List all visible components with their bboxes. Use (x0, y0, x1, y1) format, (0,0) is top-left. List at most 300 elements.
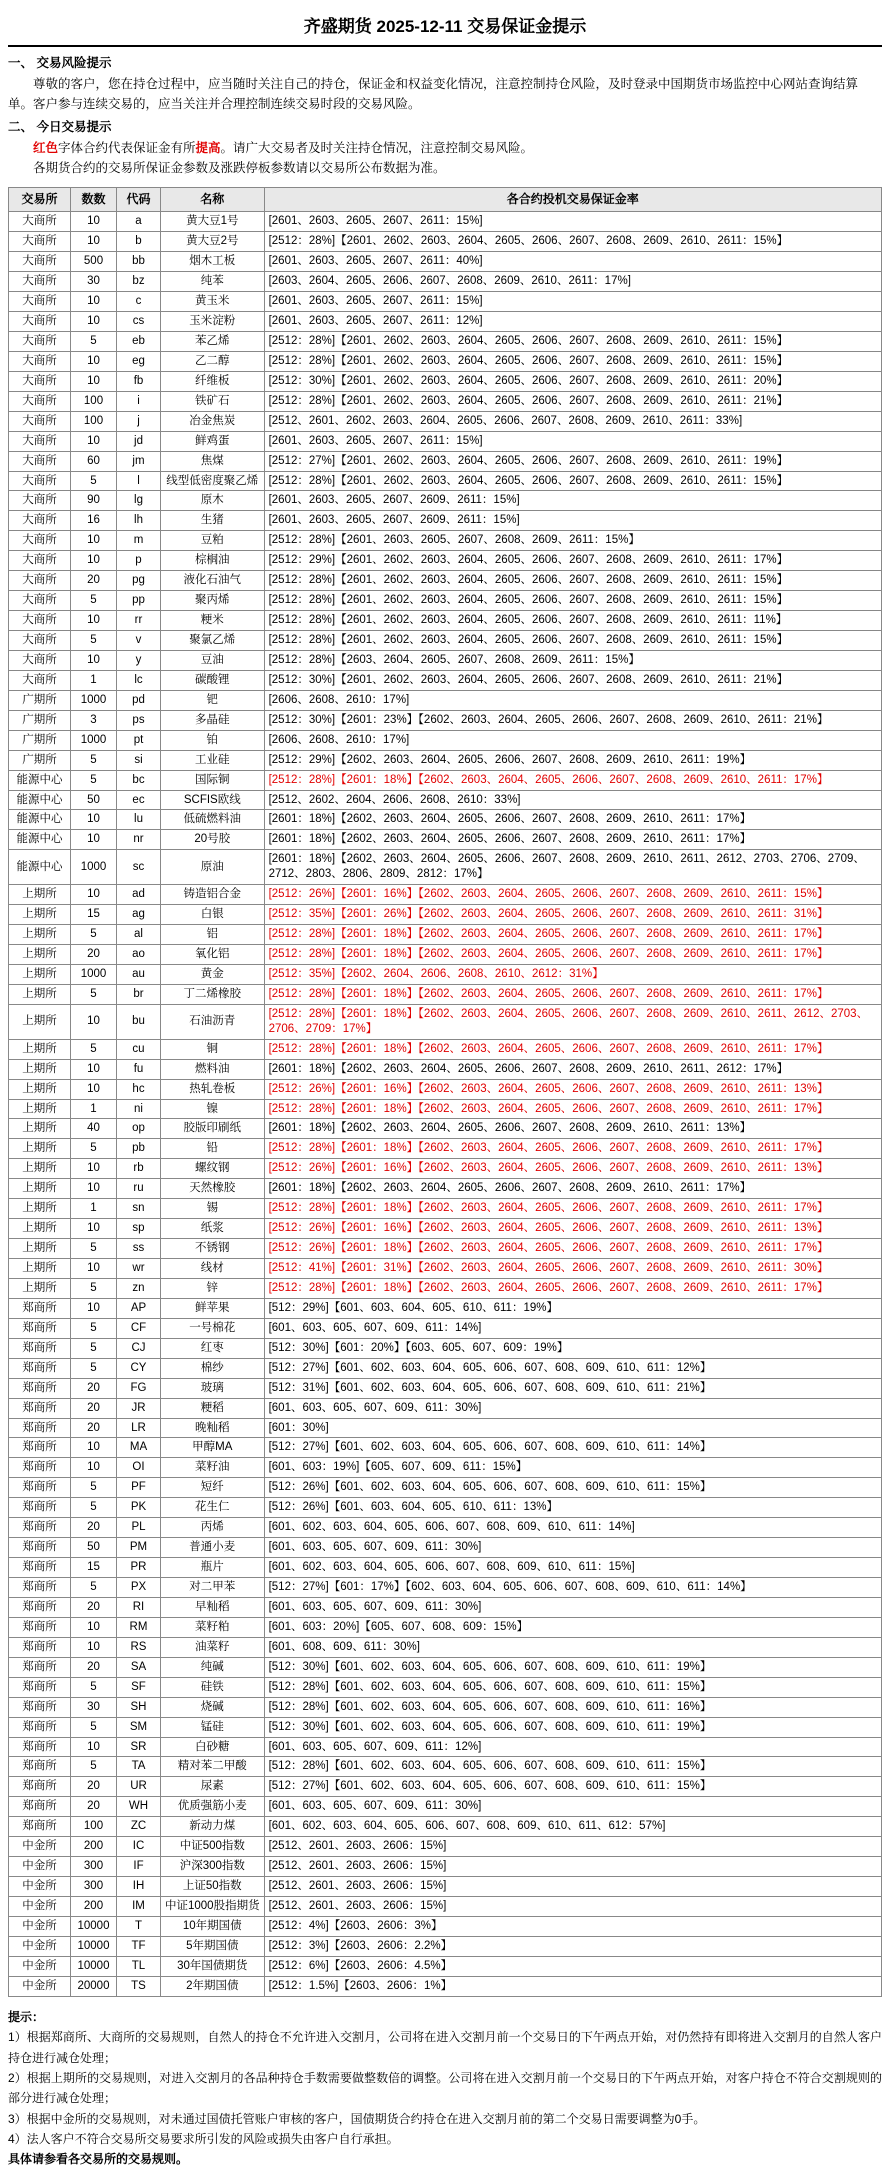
cell-code: AP (117, 1298, 161, 1318)
cell-rate: [2512：28%]【2601：18%】【2602、2603、2604、2605、2606、2607、2608、2609、2610、2611：17%】 (264, 1139, 881, 1159)
cell-code: lh (117, 511, 161, 531)
table-row (9, 810, 882, 830)
cell-code: FG (117, 1378, 161, 1398)
cell-name: 粳米 (161, 611, 265, 631)
cell-exchange: 大商所 (9, 331, 71, 351)
cell-rate: [2512：28%]【2601、2602、2603、2604、2605、2606、2607、2608、2609、2610、2611：15%】 (264, 471, 881, 491)
cell-quantity: 30 (71, 1697, 117, 1717)
cell-quantity: 20 (71, 1518, 117, 1538)
cell-exchange: 郑商所 (9, 1458, 71, 1478)
cell-rate: [2512：26%]【2601：16%】【2602、2603、2604、2605、2606、2607、2608、2609、2610、2611：13%】 (264, 1079, 881, 1099)
cell-exchange: 大商所 (9, 551, 71, 571)
cell-quantity: 10 (71, 830, 117, 850)
table-row (9, 1757, 882, 1777)
cell-quantity: 100 (71, 411, 117, 431)
cell-rate: [2512：30%]【2601、2602、2603、2604、2605、2606、2607、2608、2609、2610、2611：20%】 (264, 371, 881, 391)
table-row (9, 1259, 882, 1279)
cell-code: ad (117, 885, 161, 905)
cell-name: 豆油 (161, 650, 265, 670)
cell-name: 石油沥青 (161, 1004, 265, 1039)
cell-exchange: 大商所 (9, 252, 71, 272)
cell-exchange: 上期所 (9, 1004, 71, 1039)
cell-rate: [2512：28%]【2601：18%】【2602、2603、2604、2605、2606、2607、2608、2609、2610、2611：17%】 (264, 770, 881, 790)
cell-quantity: 10 (71, 531, 117, 551)
cell-name: 5年期国债 (161, 1936, 265, 1956)
cell-exchange: 上期所 (9, 964, 71, 984)
cell-quantity: 1000 (71, 730, 117, 750)
col-name: 名称 (161, 187, 265, 212)
table-row (9, 631, 882, 651)
cell-code: cs (117, 312, 161, 332)
cell-name: 纤维板 (161, 371, 265, 391)
footer-item: 3）根据中金所的交易规则，对未通过国债托管账户审核的客户，国债期货合约持仓在进入交割月前的第二个交易日需要调整为0手。 (8, 2111, 706, 2126)
cell-name: 焦煤 (161, 451, 265, 471)
cell-quantity: 200 (71, 1897, 117, 1917)
cell-rate: [2512：29%]【2602、2603、2604、2605、2606、2607、2608、2609、2610、2611：19%】 (264, 750, 881, 770)
table-row (9, 1239, 882, 1259)
cell-exchange: 大商所 (9, 611, 71, 631)
cell-name: 鲜鸡蛋 (161, 431, 265, 451)
cell-exchange: 郑商所 (9, 1538, 71, 1558)
cell-exchange: 上期所 (9, 1039, 71, 1059)
cell-rate: [2512：35%]【2602、2604、2606、2608、2610、2612：31%】 (264, 964, 881, 984)
cell-name: 甲醇MA (161, 1438, 265, 1458)
table-row (9, 1099, 882, 1119)
cell-code: ao (117, 945, 161, 965)
cell-quantity: 1 (71, 1199, 117, 1219)
table-row (9, 1538, 882, 1558)
cell-rate: [2512：28%]【2601：18%】【2602、2603、2604、2605、2606、2607、2608、2609、2610、2611：17%】 (264, 1278, 881, 1298)
table-row (9, 1897, 882, 1917)
cell-code: PM (117, 1538, 161, 1558)
cell-exchange: 郑商所 (9, 1777, 71, 1797)
cell-quantity: 10 (71, 371, 117, 391)
cell-code: OI (117, 1458, 161, 1478)
cell-quantity: 10 (71, 1059, 117, 1079)
cell-rate: [2512：26%]【2601：16%】【2602、2603、2604、2605、2606、2607、2608、2609、2610、2611：13%】 (264, 1219, 881, 1239)
notice-section-1: 一、 交易风险提示 (8, 56, 112, 70)
cell-code: ss (117, 1239, 161, 1259)
cell-quantity: 90 (71, 491, 117, 511)
cell-code: ZC (117, 1817, 161, 1837)
cell-exchange: 郑商所 (9, 1717, 71, 1737)
table-row (9, 750, 882, 770)
cell-rate: [2601：18%]【2602、2603、2604、2605、2606、2607、2608、2609、2610、2611、2612：17%】 (264, 1059, 881, 1079)
table-row (9, 1358, 882, 1378)
cell-name: 液化石油气 (161, 571, 265, 591)
col-code: 代码 (117, 187, 161, 212)
cell-rate: [2512：26%]【2601：16%】【2602、2603、2604、2605、2606、2607、2608、2609、2610、2611：13%】 (264, 1159, 881, 1179)
cell-quantity: 10 (71, 431, 117, 451)
cell-name: 铁矿石 (161, 391, 265, 411)
cell-rate: [512：27%]【601、602、603、604、605、606、607、608、609、610、611：15%】 (264, 1777, 881, 1797)
cell-exchange: 中金所 (9, 1956, 71, 1976)
cell-quantity: 10 (71, 351, 117, 371)
table-row (9, 984, 882, 1004)
cell-exchange: 大商所 (9, 292, 71, 312)
cell-exchange: 中金所 (9, 1877, 71, 1897)
cell-code: y (117, 650, 161, 670)
cell-name: 黄大豆1号 (161, 212, 265, 232)
cell-quantity: 1000 (71, 690, 117, 710)
cell-code: RS (117, 1637, 161, 1657)
table-row (9, 1578, 882, 1598)
cell-name: SCFIS欧线 (161, 790, 265, 810)
cell-exchange: 大商所 (9, 232, 71, 252)
table-row (9, 431, 882, 451)
cell-rate: [2512：28%]【2601、2602、2603、2604、2605、2606、2607、2608、2609、2610、2611：15%】 (264, 232, 881, 252)
cell-code: TA (117, 1757, 161, 1777)
cell-code: bb (117, 252, 161, 272)
cell-exchange: 上期所 (9, 1159, 71, 1179)
cell-exchange: 上期所 (9, 1059, 71, 1079)
table-row (9, 411, 882, 431)
cell-code: MA (117, 1438, 161, 1458)
table-row (9, 1817, 882, 1837)
cell-exchange: 大商所 (9, 670, 71, 690)
cell-exchange: 大商所 (9, 511, 71, 531)
cell-rate: [2601、2603、2605、2607、2611：15%] (264, 431, 881, 451)
notice-block (8, 53, 882, 179)
cell-code: pd (117, 690, 161, 710)
table-row (9, 1278, 882, 1298)
cell-name: 锡 (161, 1199, 265, 1219)
cell-rate: [601、603、605、607、609、611：30%] (264, 1797, 881, 1817)
cell-name: 花生仁 (161, 1498, 265, 1518)
cell-name: 乙二醇 (161, 351, 265, 371)
cell-rate: [2512：35%]【2601：26%】【2602、2603、2604、2605、2606、2607、2608、2609、2610、2611：31%】 (264, 905, 881, 925)
cell-quantity: 5 (71, 1318, 117, 1338)
cell-code: nr (117, 830, 161, 850)
cell-code: lu (117, 810, 161, 830)
cell-name: 硅铁 (161, 1677, 265, 1697)
notice-red-label: 红色 (33, 140, 59, 155)
cell-name: 白银 (161, 905, 265, 925)
cell-name: 菜籽油 (161, 1458, 265, 1478)
cell-quantity: 5 (71, 1578, 117, 1598)
table-row (9, 391, 882, 411)
cell-rate: [2601、2603、2605、2607、2611：15%] (264, 212, 881, 232)
cell-name: 线型低密度聚乙烯 (161, 471, 265, 491)
table-row (9, 830, 882, 850)
cell-code: pp (117, 591, 161, 611)
cell-quantity: 5 (71, 1139, 117, 1159)
cell-code: WH (117, 1797, 161, 1817)
cell-rate: [2512：28%]【2601：18%】【2602、2603、2604、2605、2606、2607、2608、2609、2610、2611：17%】 (264, 1099, 881, 1119)
cell-exchange: 大商所 (9, 371, 71, 391)
cell-code: IC (117, 1837, 161, 1857)
cell-name: 白砂糖 (161, 1737, 265, 1757)
cell-rate: [2512、2602、2604、2606、2608、2610：33%] (264, 790, 881, 810)
cell-code: rr (117, 611, 161, 631)
cell-rate: [2601：18%]【2602、2603、2604、2605、2606、2607、2608、2609、2610、2611：17%】 (264, 810, 881, 830)
notice-para2-mid: 字体合约代表保证金有所 (58, 140, 196, 155)
cell-rate: [601、603、605、607、609、611：30%] (264, 1597, 881, 1617)
table-row (9, 1637, 882, 1657)
cell-exchange: 上期所 (9, 945, 71, 965)
cell-exchange: 上期所 (9, 905, 71, 925)
cell-rate: [2512：28%]【2601、2602、2603、2604、2605、2606、2607、2608、2609、2610、2611：21%】 (264, 391, 881, 411)
cell-name: 沪深300指数 (161, 1857, 265, 1877)
cell-rate: [601、602、603、604、605、606、607、608、609、610、611、612：57%] (264, 1817, 881, 1837)
cell-quantity: 1000 (71, 964, 117, 984)
cell-quantity: 100 (71, 1817, 117, 1837)
cell-quantity: 3 (71, 710, 117, 730)
cell-exchange: 能源中心 (9, 850, 71, 885)
table-row (9, 690, 882, 710)
table-row (9, 351, 882, 371)
col-rate: 各合约投机交易保证金率 (264, 187, 881, 212)
table-row (9, 371, 882, 391)
cell-quantity: 500 (71, 252, 117, 272)
table-row (9, 925, 882, 945)
cell-quantity: 20 (71, 1418, 117, 1438)
cell-name: 丁二烯橡胶 (161, 984, 265, 1004)
cell-name: 10年期国债 (161, 1916, 265, 1936)
cell-quantity: 50 (71, 790, 117, 810)
cell-name: 碳酸锂 (161, 670, 265, 690)
cell-code: ec (117, 790, 161, 810)
cell-code: SR (117, 1737, 161, 1757)
cell-quantity: 5 (71, 631, 117, 651)
cell-rate: [2512：28%]【2601：18%】【2602、2603、2604、2605、2606、2607、2608、2609、2610、2611：17%】 (264, 925, 881, 945)
cell-quantity: 5 (71, 1677, 117, 1697)
cell-name: 生猪 (161, 511, 265, 531)
cell-rate: [2601、2603、2605、2607、2611：12%] (264, 312, 881, 332)
cell-exchange: 郑商所 (9, 1757, 71, 1777)
cell-exchange: 郑商所 (9, 1817, 71, 1837)
cell-rate: [2606、2608、2610：17%] (264, 690, 881, 710)
cell-code: eb (117, 331, 161, 351)
cell-rate: [512：26%]【601、602、603、604、605、606、607、608、609、610、611：15%】 (264, 1478, 881, 1498)
notice-paragraph-2 (8, 138, 882, 159)
cell-code: fb (117, 371, 161, 391)
table-row (9, 710, 882, 730)
cell-code: LR (117, 1418, 161, 1438)
cell-exchange: 中金所 (9, 1857, 71, 1877)
table-row (9, 1298, 882, 1318)
table-row (9, 1956, 882, 1976)
cell-quantity: 10 (71, 1737, 117, 1757)
cell-rate: [2601：18%]【2602、2603、2604、2605、2606、2607、2608、2609、2610、2611：17%】 (264, 1179, 881, 1199)
table-row (9, 885, 882, 905)
cell-name: 中证1000股指期货 (161, 1897, 265, 1917)
cell-name: 新动力煤 (161, 1817, 265, 1837)
cell-name: 黄玉米 (161, 292, 265, 312)
table-row (9, 1558, 882, 1578)
cell-rate: [2601、2603、2605、2607、2611：15%] (264, 292, 881, 312)
cell-name: 黄大豆2号 (161, 232, 265, 252)
cell-quantity: 5 (71, 1358, 117, 1378)
cell-exchange: 大商所 (9, 351, 71, 371)
table-row (9, 850, 882, 885)
cell-exchange: 郑商所 (9, 1498, 71, 1518)
cell-rate: [2512、2601、2602、2603、2604、2605、2606、2607、2608、2609、2610、2611：33%] (264, 411, 881, 431)
cell-exchange: 郑商所 (9, 1637, 71, 1657)
cell-code: PK (117, 1498, 161, 1518)
table-row (9, 1039, 882, 1059)
table-row (9, 1398, 882, 1418)
cell-name: 瓶片 (161, 1558, 265, 1578)
cell-code: PR (117, 1558, 161, 1578)
cell-name: 纸浆 (161, 1219, 265, 1239)
cell-rate: [2606、2608、2610：17%] (264, 730, 881, 750)
cell-exchange: 郑商所 (9, 1378, 71, 1398)
cell-name: 晚籼稻 (161, 1418, 265, 1438)
table-row (9, 611, 882, 631)
cell-quantity: 100 (71, 391, 117, 411)
cell-code: lc (117, 670, 161, 690)
cell-name: 铝 (161, 925, 265, 945)
footer-heading: 提示： (8, 2009, 45, 2024)
cell-name: 氧化铝 (161, 945, 265, 965)
cell-rate: [512：28%]【601、602、603、604、605、606、607、608、609、610、611：16%】 (264, 1697, 881, 1717)
cell-quantity: 10 (71, 810, 117, 830)
cell-quantity: 10 (71, 1259, 117, 1279)
cell-exchange: 大商所 (9, 411, 71, 431)
cell-code: SH (117, 1697, 161, 1717)
cell-exchange: 郑商所 (9, 1558, 71, 1578)
cell-name: 30年国债期货 (161, 1956, 265, 1976)
table-row (9, 1079, 882, 1099)
cell-quantity: 5 (71, 1338, 117, 1358)
cell-code: ag (117, 905, 161, 925)
cell-quantity: 10 (71, 1179, 117, 1199)
cell-exchange: 郑商所 (9, 1438, 71, 1458)
cell-name: 不锈钢 (161, 1239, 265, 1259)
cell-code: jd (117, 431, 161, 451)
cell-quantity: 20 (71, 1657, 117, 1677)
cell-name: 锌 (161, 1278, 265, 1298)
cell-exchange: 上期所 (9, 1219, 71, 1239)
cell-name: 烟木工板 (161, 252, 265, 272)
table-row (9, 591, 882, 611)
cell-name: 短纤 (161, 1478, 265, 1498)
cell-name: 铜 (161, 1039, 265, 1059)
cell-quantity: 50 (71, 1538, 117, 1558)
table-row (9, 1438, 882, 1458)
cell-name: 燃料油 (161, 1059, 265, 1079)
cell-rate: [2512、2601、2603、2606：15%] (264, 1897, 881, 1917)
cell-exchange: 能源中心 (9, 790, 71, 810)
cell-code: p (117, 551, 161, 571)
footer-notes (8, 2007, 882, 2170)
cell-exchange: 广期所 (9, 690, 71, 710)
cell-exchange: 中金所 (9, 1936, 71, 1956)
cell-name: 红枣 (161, 1338, 265, 1358)
cell-rate: [601、602、603、604、605、606、607、608、609、610、611：14%] (264, 1518, 881, 1538)
cell-exchange: 大商所 (9, 531, 71, 551)
table-row (9, 1458, 882, 1478)
cell-rate: [2512：30%]【2601、2602、2603、2604、2605、2606、2607、2608、2609、2610、2611：21%】 (264, 670, 881, 690)
table-row (9, 1119, 882, 1139)
cell-rate: [2512：28%]【2601：18%】【2602、2603、2604、2605、2606、2607、2608、2609、2610、2611：17%】 (264, 1039, 881, 1059)
cell-code: bu (117, 1004, 161, 1039)
cell-code: rb (117, 1159, 161, 1179)
cell-code: CF (117, 1318, 161, 1338)
cell-quantity: 10000 (71, 1916, 117, 1936)
table-row (9, 1518, 882, 1538)
cell-name: 棕榈油 (161, 551, 265, 571)
cell-name: 铅 (161, 1139, 265, 1159)
cell-exchange: 大商所 (9, 312, 71, 332)
cell-name: 锰硅 (161, 1717, 265, 1737)
cell-exchange: 能源中心 (9, 770, 71, 790)
cell-rate: [2512：1.5%]【2603、2606：1%】 (264, 1976, 881, 1996)
cell-exchange: 郑商所 (9, 1338, 71, 1358)
cell-exchange: 郑商所 (9, 1697, 71, 1717)
cell-code: IH (117, 1877, 161, 1897)
cell-quantity: 300 (71, 1857, 117, 1877)
cell-rate: [2512：28%]【2603、2604、2605、2607、2608、2609、2611：15%】 (264, 650, 881, 670)
cell-rate: [2601：18%]【2602、2603、2604、2605、2606、2607、2608、2609、2610、2611：13%】 (264, 1119, 881, 1139)
col-quantity: 数数 (71, 187, 117, 212)
cell-rate: [601、603、605、607、609、611：30%] (264, 1538, 881, 1558)
cell-exchange: 郑商所 (9, 1358, 71, 1378)
cell-quantity: 20000 (71, 1976, 117, 1996)
cell-quantity: 5 (71, 471, 117, 491)
cell-name: 原油 (161, 850, 265, 885)
table-row (9, 1857, 882, 1877)
cell-name: 原木 (161, 491, 265, 511)
table-row (9, 1677, 882, 1697)
cell-rate: [601：30%] (264, 1418, 881, 1438)
table-row (9, 331, 882, 351)
cell-name: 棉纱 (161, 1358, 265, 1378)
cell-quantity: 1 (71, 1099, 117, 1119)
cell-quantity: 10 (71, 1637, 117, 1657)
cell-name: 丙烯 (161, 1518, 265, 1538)
cell-quantity: 10 (71, 312, 117, 332)
cell-exchange: 中金所 (9, 1897, 71, 1917)
table-row (9, 1936, 882, 1956)
cell-name: 低硫燃料油 (161, 810, 265, 830)
cell-name: 多晶硅 (161, 710, 265, 730)
cell-exchange: 郑商所 (9, 1737, 71, 1757)
cell-rate: [512：29%]【601、603、604、605、610、611：19%】 (264, 1298, 881, 1318)
table-row (9, 1498, 882, 1518)
table-row (9, 1199, 882, 1219)
cell-code: TL (117, 1956, 161, 1976)
cell-rate: [2512：28%]【2601：18%】【2602、2603、2604、2605、2606、2607、2608、2609、2610、2611：17%】 (264, 984, 881, 1004)
cell-quantity: 10 (71, 1617, 117, 1637)
cell-rate: [601、603：19%]【605、607、609、611：15%】 (264, 1458, 881, 1478)
cell-exchange: 郑商所 (9, 1617, 71, 1637)
table-row (9, 212, 882, 232)
cell-quantity: 5 (71, 1498, 117, 1518)
cell-code: CJ (117, 1338, 161, 1358)
cell-code: bc (117, 770, 161, 790)
table-row (9, 1338, 882, 1358)
cell-rate: [512：31%]【601、602、603、604、605、606、607、608、609、610、611：21%】 (264, 1378, 881, 1398)
cell-exchange: 上期所 (9, 1079, 71, 1099)
notice-paragraph-3: 各期货合约的交易所保证金参数及涨跌停板参数请以交易所公布数据为准。 (33, 161, 446, 176)
cell-code: pg (117, 571, 161, 591)
cell-quantity: 5 (71, 1757, 117, 1777)
cell-name: 铂 (161, 730, 265, 750)
cell-name: 铸造铝合金 (161, 885, 265, 905)
cell-exchange: 郑商所 (9, 1398, 71, 1418)
cell-name: 纯碱 (161, 1657, 265, 1677)
cell-quantity: 20 (71, 945, 117, 965)
cell-name: 菜籽粕 (161, 1617, 265, 1637)
cell-name: 聚丙烯 (161, 591, 265, 611)
cell-code: lg (117, 491, 161, 511)
notice-para2-post: 。请广大交易者及时关注持仓情况，注意控制交易风险。 (220, 140, 534, 155)
cell-quantity: 5 (71, 331, 117, 351)
cell-rate: [2512：41%]【2601：31%】【2602、2603、2604、2605、2606、2607、2608、2609、2610、2611：30%】 (264, 1259, 881, 1279)
cell-exchange: 大商所 (9, 491, 71, 511)
